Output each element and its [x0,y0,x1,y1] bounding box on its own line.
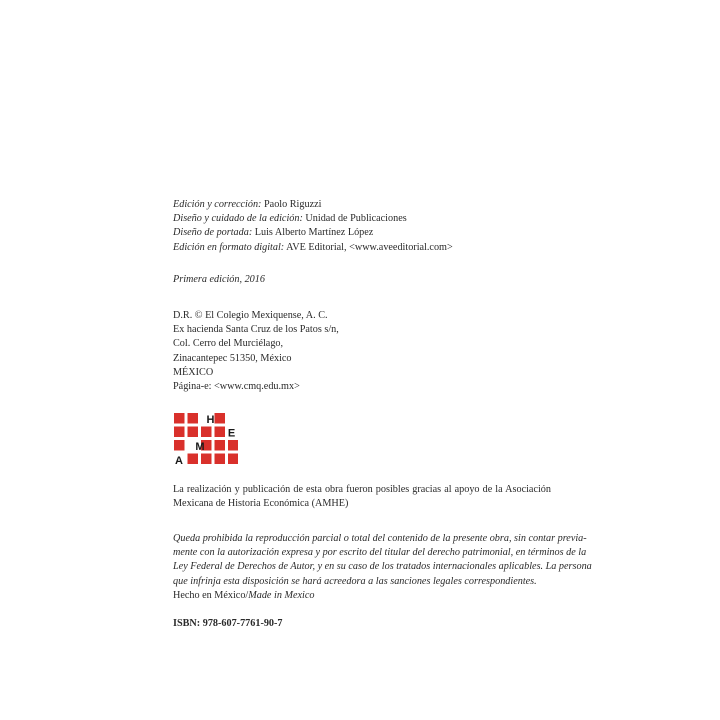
made-in-spanish: Hecho en México/ [173,590,249,601]
credit-label: Diseño y cuidado de la edición: [173,213,303,225]
support-line: La realización y publicación de esta obra fueron posibles gracias al apoyo de la Asociación [173,484,551,495]
isbn: ISBN: 978-607-7761-90-7 [173,618,283,629]
logo-letter-h: H [206,414,215,426]
logo-letter-a: A [175,455,183,467]
legal-line: que infrinja esta disposición se hará acreedora a las sanciones legales correspondientes. [173,575,537,587]
logo-square [174,413,185,424]
logo-square [188,413,199,424]
made-in-note [173,589,551,603]
logo-square [188,454,199,465]
address-line: MÉXICO [173,366,214,378]
logo-square [215,427,226,438]
address-line: Zinacantepec 51350, México [173,352,292,364]
legal-line: Queda prohibida la reproducción parcial o total del contenido de la presente obra, sin contar previa- [173,533,587,544]
made-in-english: Made in Mexico [248,590,315,601]
legal-line: mente con la autorización expresa y por escrito del titular del derecho patrimonial, en términos de la [173,547,587,559]
address-line: Página-e: <www.cmq.edu.mx> [173,381,300,393]
address-block [173,309,551,394]
logo-square [215,454,226,465]
credits-block [173,198,551,255]
logo-square [174,427,185,438]
credit-line [173,226,551,240]
address-line: Ex hacienda Santa Cruz de los Patos s/n, [173,324,339,336]
address-line: Col. Cerro del Murciélago, [173,338,284,350]
credit-line [173,198,551,212]
support-line: Mexicana de Historia Económica (AMHE) [173,498,349,510]
legal-notice [173,532,592,589]
credit-label: Edición y corrección: [173,199,262,210]
credit-label: Diseño de portada: [173,227,253,239]
address-line: D.R. © El Colegio Mexiquense, A. C. [173,310,328,321]
logo-square [228,440,238,451]
credit-value: AVE Editorial, <www.aveeditorial.com> [284,241,453,253]
credit-value: Luis Alberto Martínez López [252,227,374,239]
logo-square [201,454,212,465]
logo-square [215,440,226,451]
credit-label: Edición en formato digital: [173,241,285,253]
logo-square [228,454,238,465]
credit-line [173,212,551,226]
logo-square [188,427,199,438]
hema-logo [174,413,238,467]
credit-line [173,241,551,255]
logo-square [201,427,212,438]
credit-value: Paolo Riguzzi [261,199,322,210]
credit-value: Unidad de Publicaciones [302,213,407,225]
logo-letter-e: E [227,427,236,440]
legal-line: Ley Federal de Derechos de Autor, y en su caso de los tratados internacionales aplicables. La persona [173,561,592,573]
edition-note: Primera edición, 2016 [173,274,265,285]
logo-letter-m: M [195,441,205,453]
logo-square [215,413,226,424]
support-note [173,483,551,511]
logo-square [174,440,185,451]
